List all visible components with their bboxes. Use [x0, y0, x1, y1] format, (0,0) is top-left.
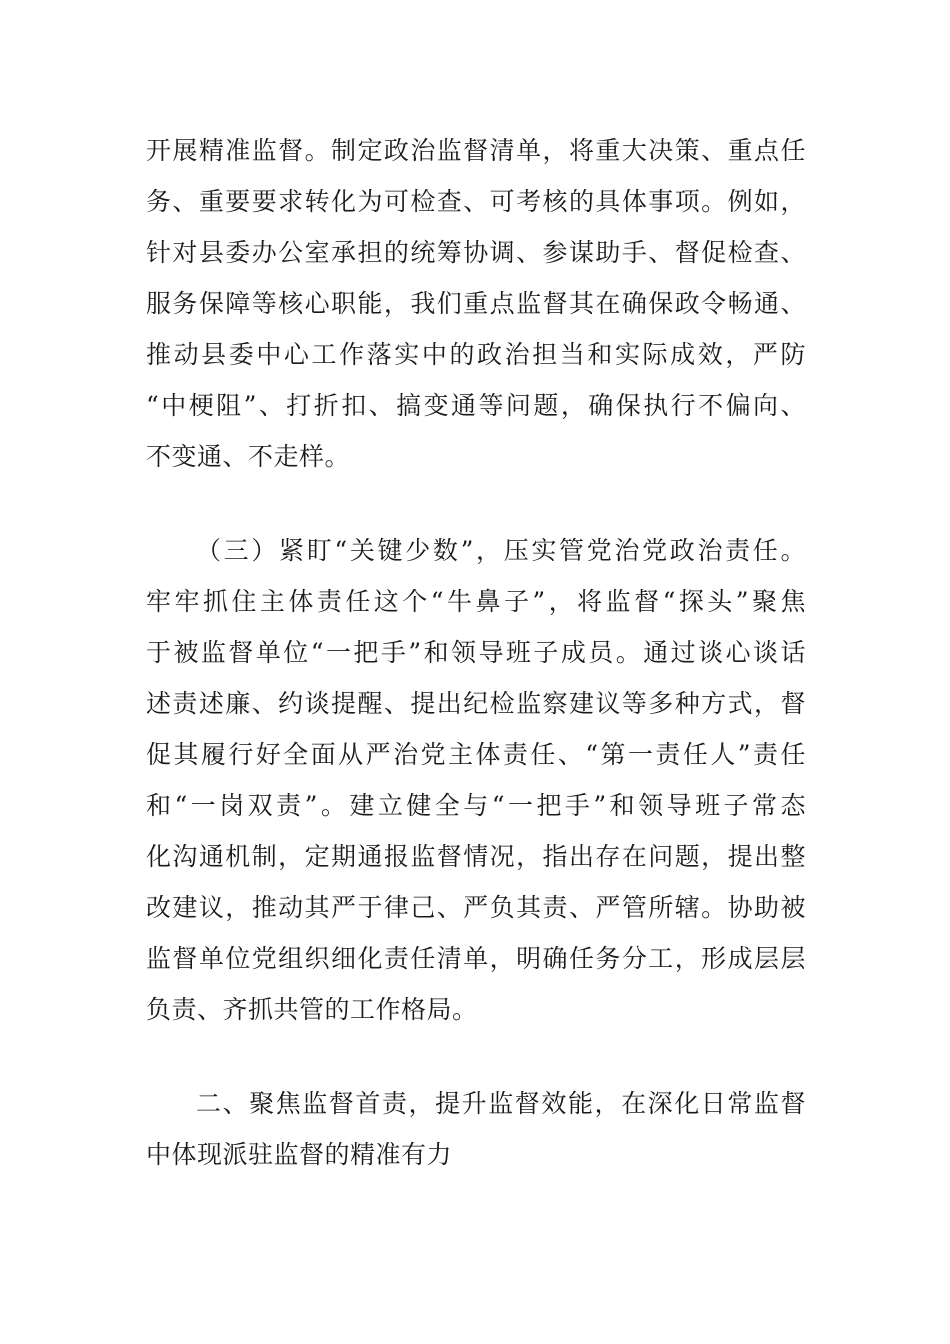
text-line: 和“一岗双责”。建立健全与“一把手”和领导班子常态: [146, 791, 806, 820]
text-line: 于被监督单位“一把手”和领导班子成员。通过谈心谈话: [146, 638, 806, 667]
text-line: 针对县委办公室承担的统筹协调、参谋助手、督促检查、: [146, 238, 806, 267]
text-line: 推动县委中心工作落实中的政治担当和实际成效，严防: [146, 340, 806, 369]
text-line: “中梗阻”、打折扣、搞变通等问题，确保执行不偏向、: [146, 391, 806, 420]
text-line: 促其履行好全面从严治党主体责任、“第一责任人”责任: [146, 740, 806, 769]
text-line: 务、重要要求转化为可检查、可考核的具体事项。例如，: [146, 187, 806, 216]
chapter-heading: 二、聚焦监督首责，提升监督效能，在深化日常监督: [196, 1089, 806, 1118]
text-line: 述责述廉、约谈提醒、提出纪检监察建议等多种方式，督: [146, 689, 806, 718]
text-line: 开展精准监督。制定政治监督清单，将重大决策、重点任: [146, 136, 806, 165]
text-line: 化沟通机制，定期通报监督情况，指出存在问题，提出整: [146, 842, 806, 871]
text-line: 牢牢抓住主体责任这个“牛鼻子”，将监督“探头”聚焦: [146, 587, 806, 616]
text-line: 监督单位党组织细化责任清单，明确任务分工，形成层层: [146, 944, 806, 973]
text-line: 负责、齐抓共管的工作格局。: [146, 995, 478, 1024]
text-line: 改建议，推动其严于律己、严负其责、严管所辖。协助被: [146, 893, 806, 922]
chapter-heading: 中体现派驻监督的精准有力: [146, 1140, 453, 1169]
text-line: 不变通、不走样。: [146, 442, 351, 471]
text-line: 服务保障等核心职能，我们重点监督其在确保政令畅通、: [146, 289, 806, 318]
section-heading: （三）紧盯“关键少数”，压实管党治党政治责任。: [196, 536, 806, 565]
